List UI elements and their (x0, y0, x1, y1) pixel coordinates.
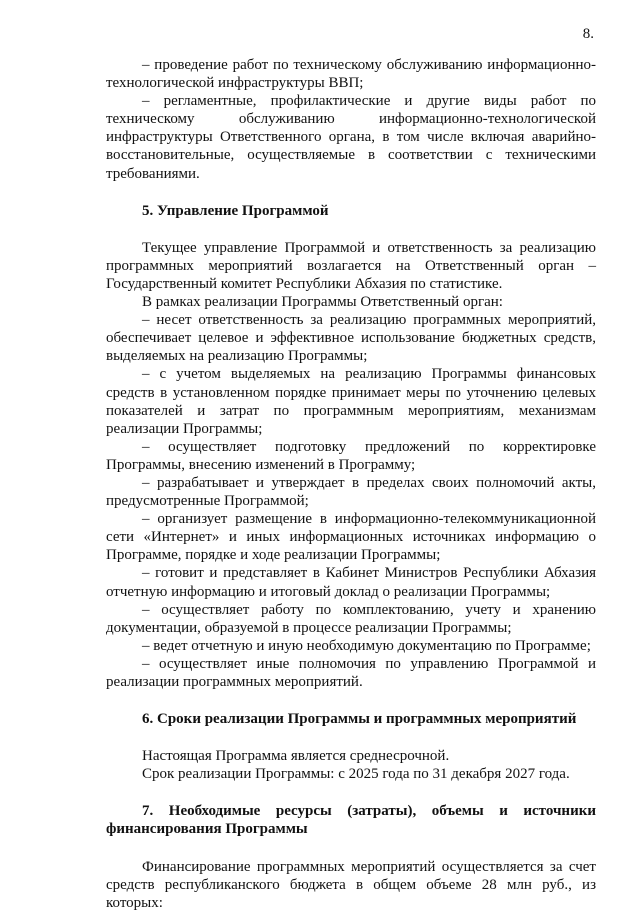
list-item: – готовит и представляет в Кабинет Министров Республики Абхазия отчетную информацию и итоговый доклад о реализации Программы; (106, 565, 596, 600)
list-item: – разрабатывает и утверждает в пределах своих полномочий акты, предусмотренные Программой; (106, 474, 596, 510)
list-item: – ведет отчетную и иную необходимую документацию по Программе; (142, 637, 591, 654)
page-number: 8. (582, 26, 594, 42)
section-7-title: 7. Необходимые ресурсы (затраты), объемы и источники финансирования Программы (106, 803, 596, 838)
intro-item: – проведение работ по техническому обслуживанию информационно-технологической инфраструктуры ВВП; (106, 57, 596, 92)
section-6-paragraph: Настоящая Программа является среднесрочной. (142, 748, 450, 765)
section-5-paragraph: В рамках реализации Программы Ответственный орган: (142, 294, 503, 311)
list-item: – с учетом выделяемых на реализацию Программы финансовых средств в установленном порядке принимает меры по уточнению целевых показателей и затрат по программным мероприятиям, механизмам реализации Программы; (106, 366, 596, 437)
list-item: – осуществляет подготовку предложений по корректировке Программы, внесению изменений в Программу; (106, 438, 596, 473)
page-content (106, 56, 596, 912)
section-7-paragraph: Финансирование программных мероприятий осуществляется за счет средств республиканского бюджета в общем объеме 28 млн руб., из которых: (106, 858, 596, 911)
list-item: – осуществляет работу по комплектованию, учету и хранению документации, образуемой в процессе реализации Программы; (106, 601, 596, 636)
section-6-paragraph: Срок реализации Программы: с 2025 года по 31 декабря 2027 года. (142, 766, 570, 783)
list-item: – несет ответственность за реализацию программных мероприятий, обеспечивает целевое и эффективное использование бюджетных средств, выделяемых на реализацию Программы; (106, 312, 596, 365)
list-item: – осуществляет иные полномочия по управлению Программой и реализации программных мероприятий. (106, 655, 596, 690)
section-5-paragraph: Текущее управление Программой и ответственность за реализацию программных мероприятий возлагается на Ответственный орган – Государственный комитет Республики Абхазия по статистике. (106, 239, 596, 292)
intro-item: – регламентные, профилактические и другие виды работ по техническому обслуживанию информационно-технологической инфраструктуры Ответственного органа, в том числе включая аварийно-восстановительные, осуществляемые в соответствии с техническими требованиями. (106, 93, 596, 182)
section-5-title: 5. Управление Программой (142, 202, 329, 219)
list-item: – организует размещение в информационно-телекоммуникационной сети «Интернет» и иных информационных источниках информацию о Программе, порядке и ходе реализации Программы; (106, 511, 596, 564)
section-6-title: 6. Сроки реализации Программы и программных мероприятий (142, 711, 577, 728)
